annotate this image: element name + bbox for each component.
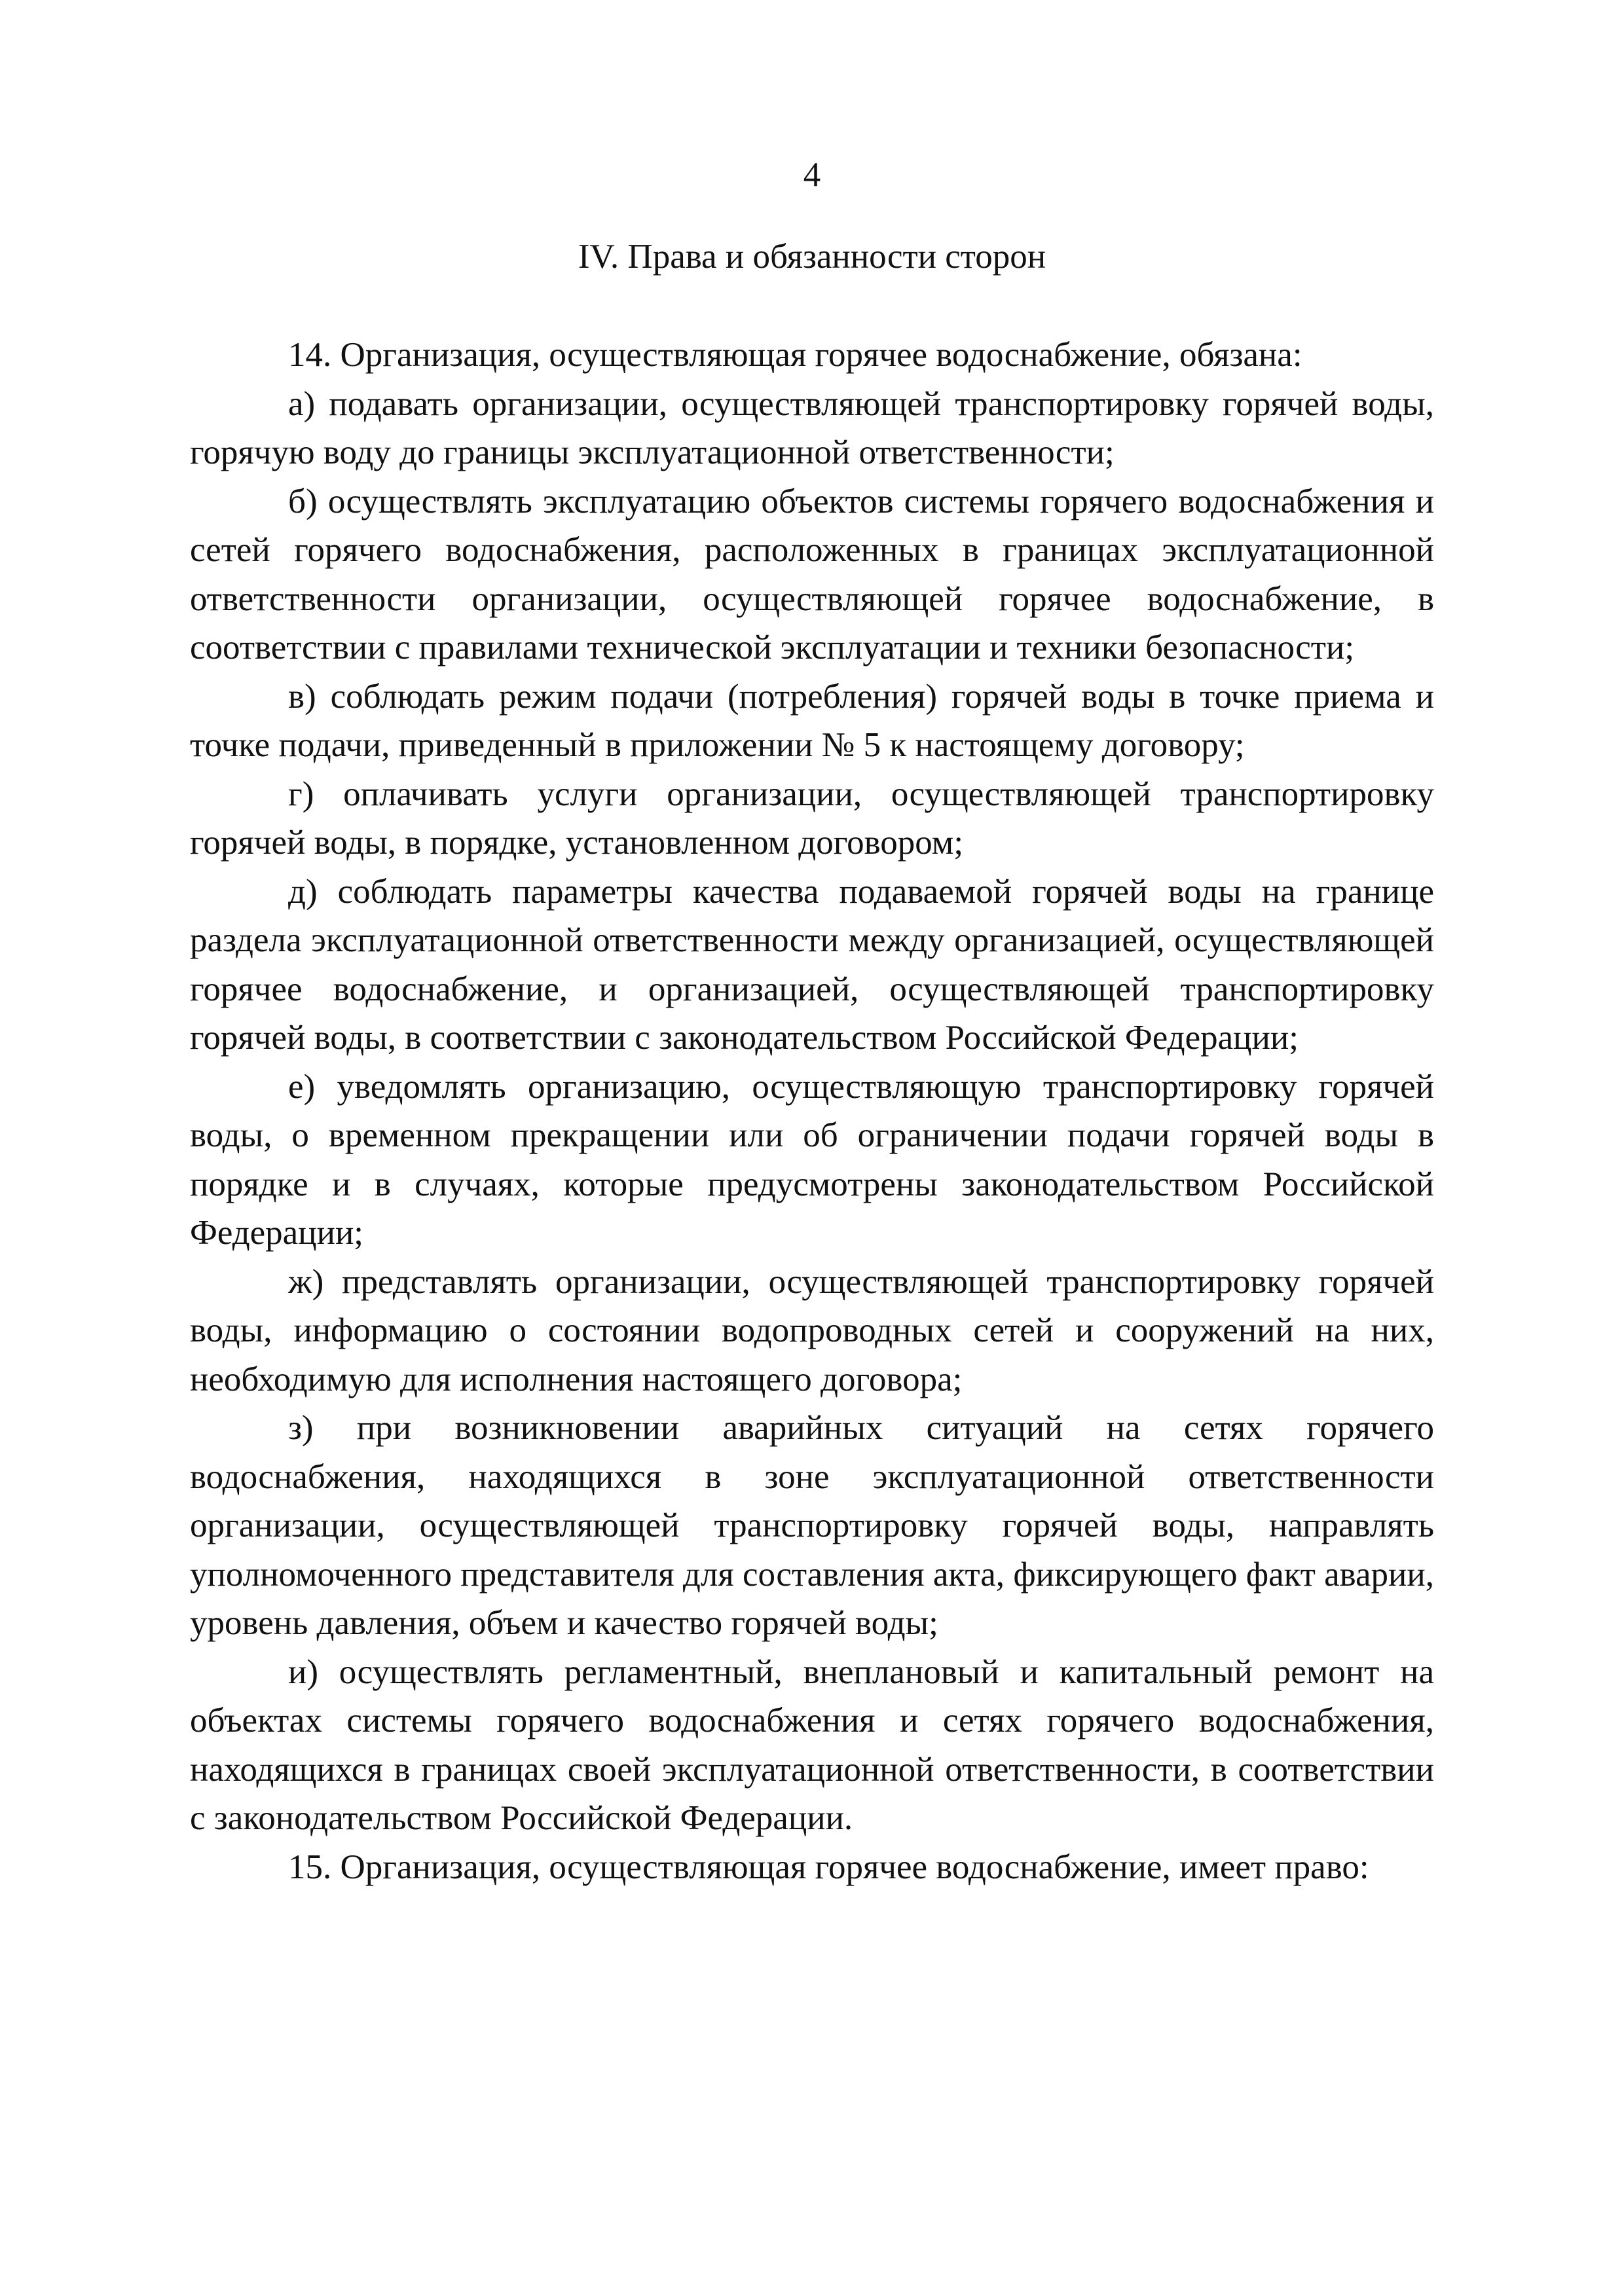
clause-b: б) осуществлять эксплуатацию объектов системы горячего водоснабжения и сетей горячего водоснабжения, расположенных в границах эксплуатационной ответственности организации, осуществляющей горячее водоснабжение, в соответствии с правилами технической эксплуатации и техники безопасности; [190, 482, 1434, 666]
clause-d: д) соблюдать параметры качества подаваемой горячей воды на границе раздела эксплуатационной ответственности между организацией, осуществляющей горячее водоснабжение, и организацией, осуществляющей транспортировку горячей воды, в соответствии с законодательством Российской Федерации; [190, 872, 1434, 1057]
paragraph-15: 15. Организация, осуществляющая горячее водоснабжение, имеет право: [288, 1848, 1369, 1886]
clause-z: з) при возникновении аварийных ситуаций на сетях горячего водоснабжения, находящихся в зоне эксплуатационной ответственности организации, осуществляющей транспортировку горячей воды, направлять уполномоченного представителя для составления акта, фиксирующего факт аварии, уровень давления, объем и качество горячей воды; [190, 1409, 1434, 1642]
document-page [190, 151, 1434, 1891]
clause-e: е) уведомлять организацию, осуществляющую транспортировку горячей воды, о временном прекращении или об ограничении подачи горячей воды в порядке и в случаях, которые предусмотрены законодательством Российской Федерации; [190, 1067, 1434, 1252]
clause-i: и) осуществлять регламентный, внеплановый и капитальный ремонт на объектах системы горячего водоснабжения и сетях горячего водоснабжения, находящихся в границах своей эксплуатационной ответственности, в соответствии с законодательством Российской Федерации. [190, 1652, 1434, 1837]
clause-a: а) подавать организации, осуществляющей транспортировку горячей воды, горячую воду до границы эксплуатационной ответственности; [190, 384, 1434, 471]
section-title: IV. Права и обязанности сторон [578, 237, 1046, 276]
clause-g: г) оплачивать услуги организации, осуществляющей транспортировку горячей воды, в порядке, установленном договором; [190, 774, 1434, 862]
paragraph-14: 14. Организация, осуществляющая горячее водоснабжение, обязана: [288, 336, 1302, 374]
clause-zh: ж) представлять организации, осуществляющей транспортировку горячей воды, информацию о состоянии водопроводных сетей и сооружений на них, необходимую для исполнения настоящего договора; [190, 1262, 1434, 1398]
clause-v: в) соблюдать режим подачи (потребления) горячей воды в точке приема и точке подачи, приведенный в приложении № 5 к настоящему договору; [190, 677, 1434, 764]
page-number: 4 [803, 156, 821, 194]
